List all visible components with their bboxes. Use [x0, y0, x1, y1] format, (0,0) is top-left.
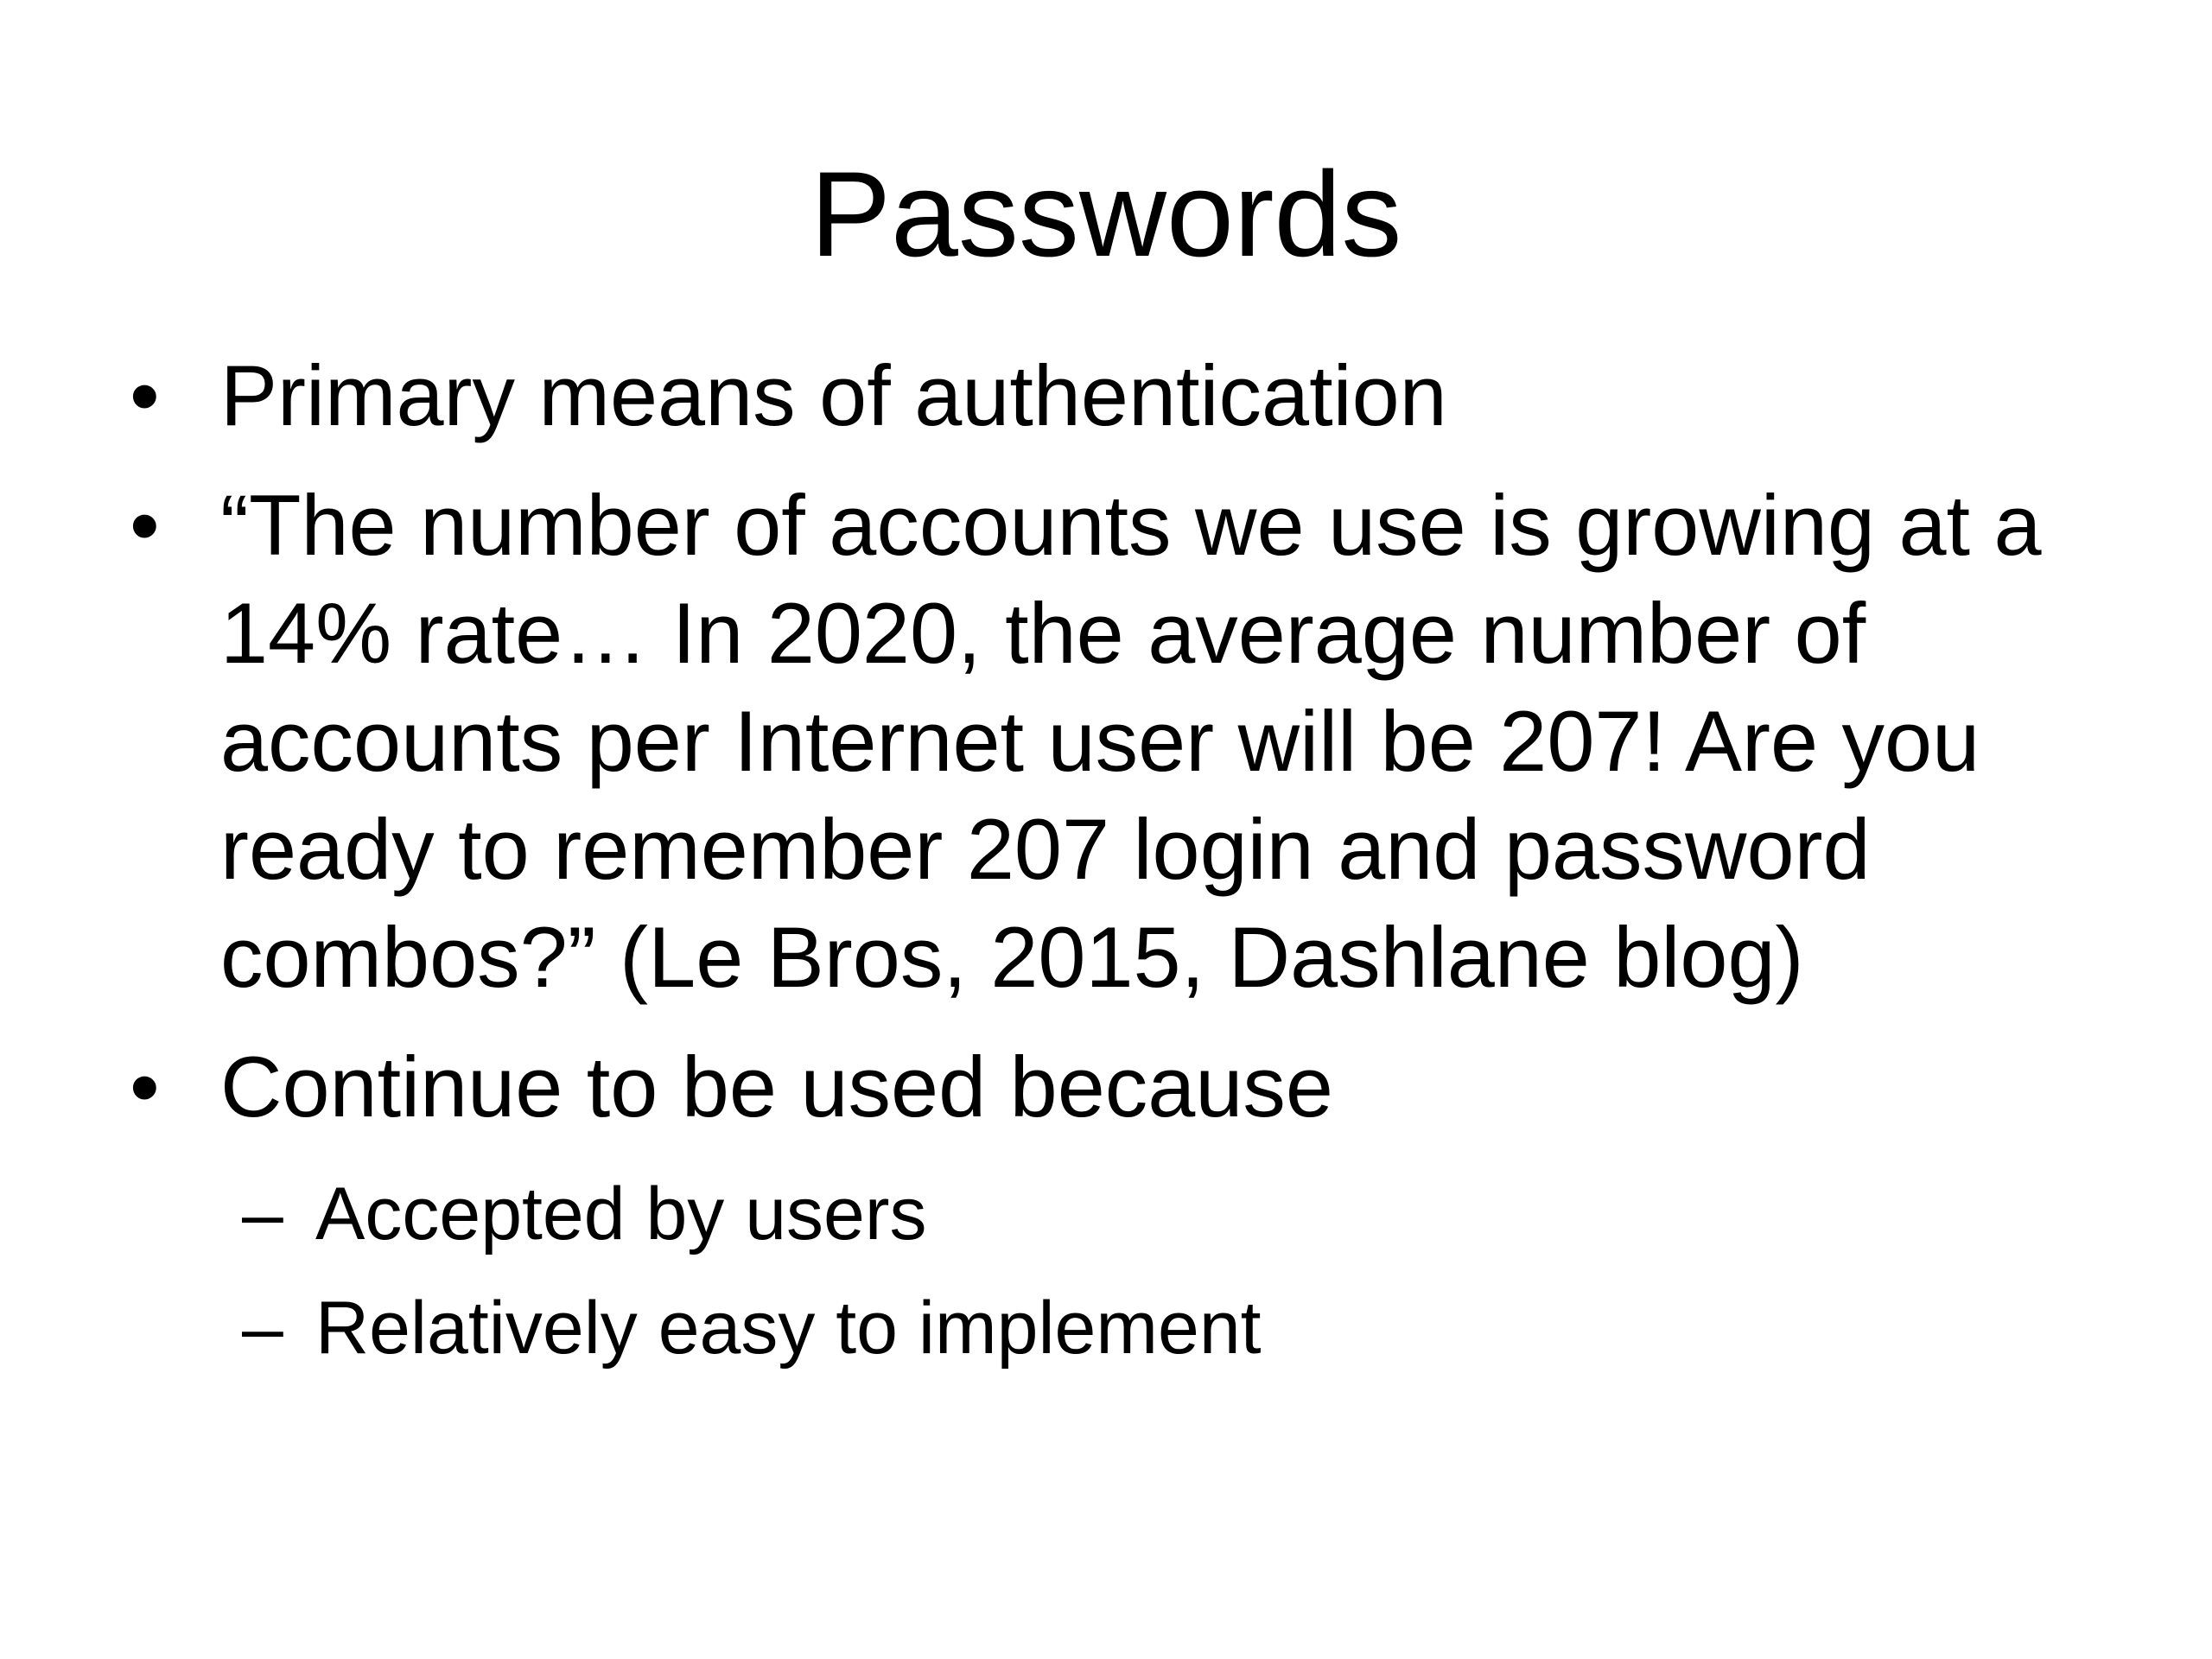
sub-bullet-item [130, 1162, 2117, 1266]
bullet-marker: • [130, 347, 160, 443]
bullet-text: “The number of accounts we use is growing at a 14% rate… In 2020, the average number of accounts per Internet user will be 207! Are you ready to remember 207 login and password combos?” (Le Bros, 2015, Dashlane blog) [220, 477, 2042, 1005]
sub-bullet-marker: – [242, 1173, 283, 1255]
sub-bullet-text: Relatively easy to implement [315, 1287, 1262, 1370]
bullet-text: Primary means of authentication [220, 347, 1447, 443]
bullet-item [130, 341, 2117, 449]
sub-bullet-text: Accepted by users [315, 1173, 927, 1255]
sub-bullet-item [130, 1276, 2117, 1380]
bullet-item [130, 471, 2117, 1011]
bullet-marker: • [130, 1039, 160, 1135]
bullet-marker: • [130, 477, 160, 573]
bullet-text: Continue to be used because [220, 1039, 1333, 1135]
bullet-item [130, 1033, 2117, 1141]
slide-title: Passwords [810, 146, 1402, 282]
slide-body [130, 341, 2117, 1390]
sub-bullet-marker: – [242, 1287, 283, 1370]
